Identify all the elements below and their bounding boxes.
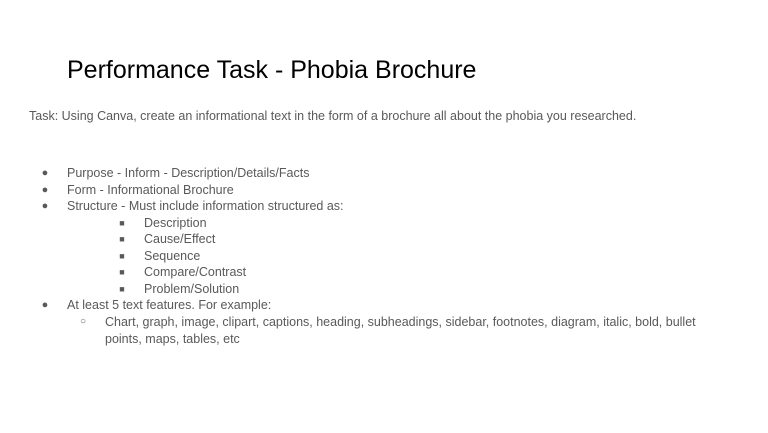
list-item-structure bbox=[0, 198, 768, 215]
bullet-dot-icon: ● bbox=[41, 183, 49, 196]
list-item-text: Structure - Must include information structured as: bbox=[67, 199, 344, 213]
list-item-text-features bbox=[0, 297, 768, 314]
bullet-list bbox=[0, 165, 768, 348]
bullet-dot-icon: ● bbox=[41, 200, 49, 212]
sub-list-item-cause-effect bbox=[0, 231, 768, 248]
list-item-text: Form - Informational Brochure bbox=[67, 182, 234, 197]
bullet-square-icon: ■ bbox=[119, 283, 125, 294]
sub-list-item-compare-contrast bbox=[0, 264, 768, 281]
slide-title: Performance Task - Phobia Brochure bbox=[67, 56, 477, 84]
bullet-circle-icon: ○ bbox=[79, 315, 87, 327]
bullet-dot-icon: ● bbox=[41, 167, 49, 179]
sub-list-item-features-example bbox=[0, 314, 768, 348]
sub-list-item-text: Problem/Solution bbox=[144, 281, 240, 296]
list-item-purpose bbox=[0, 165, 768, 182]
list-item-text: Purpose - Inform - Description/Details/Facts bbox=[67, 166, 310, 180]
sub-list-item-text: Compare/Contrast bbox=[144, 265, 247, 279]
sub-list-item-text: Chart, graph, image, clipart, captions, heading, subheadings, sidebar, footnotes, diagram, italic, bold, bullet points, maps, tables, etc bbox=[105, 314, 696, 346]
sub-list-item-text: Cause/Effect bbox=[144, 232, 216, 246]
bullet-square-icon: ■ bbox=[119, 217, 125, 228]
bullet-dot-icon: ● bbox=[41, 299, 49, 311]
sub-list-item-text: Description bbox=[144, 215, 207, 230]
bullet-square-icon: ■ bbox=[119, 234, 125, 244]
sub-list-item-description bbox=[0, 215, 768, 232]
list-item-form bbox=[0, 182, 768, 199]
bullet-square-icon: ■ bbox=[119, 250, 125, 261]
sub-list-item-text: Sequence bbox=[144, 248, 201, 263]
list-item-text: At least 5 text features. For example: bbox=[67, 298, 272, 312]
sub-list-item-sequence bbox=[0, 248, 768, 265]
task-description: Task: Using Canva, create an informational text in the form of a brochure all about the phobia you researched. bbox=[29, 109, 637, 123]
sub-list-item-problem-solution bbox=[0, 281, 768, 298]
bullet-square-icon: ■ bbox=[119, 267, 125, 277]
